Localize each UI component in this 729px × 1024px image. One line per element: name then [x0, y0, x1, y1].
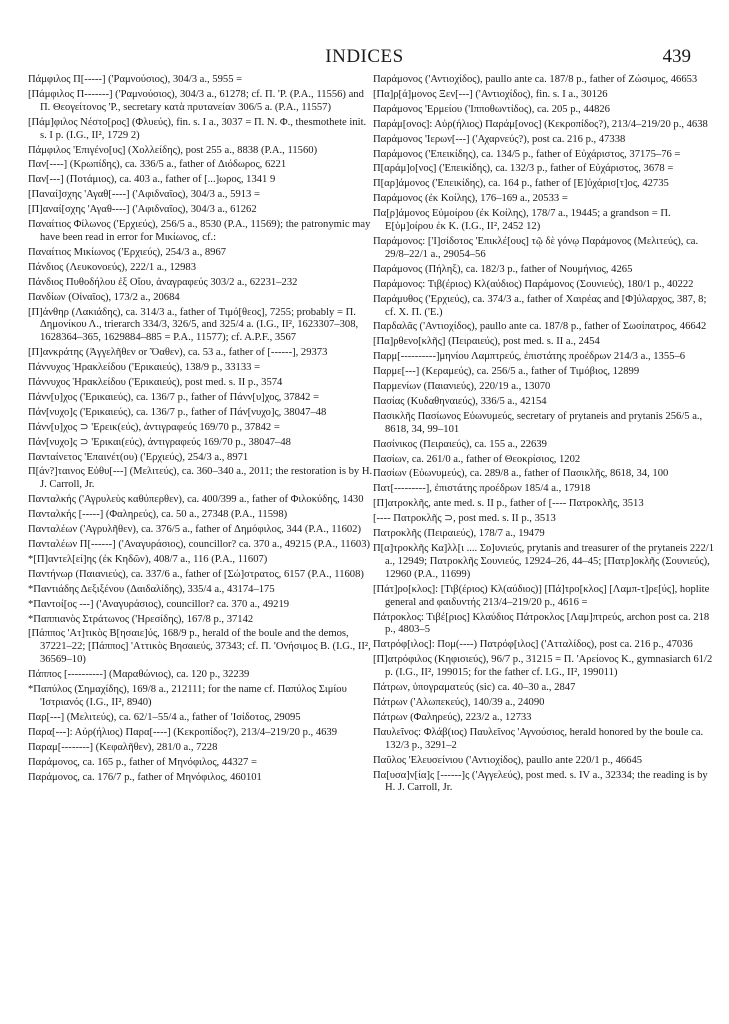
index-entry: Πασίας (Κυδαθηναιεύς), 336/5 a., 42154 [373, 395, 547, 407]
index-entry: Παῦλος 'Ελευσείνιου ('Αντιοχίδος), paullo ante 220/1 p., 46645 [373, 754, 643, 766]
index-entry: Πασίων (Εὐωνυμεύς), ca. 289/8 a., father of Πασικλῆς, 8618, 34, 100 [373, 468, 669, 480]
index-entry: [Π]ατρόφιλος (Κηφισιεύς), 96/7 p., 31215 = Π. 'Αρείονος Κ., gymnasiarch 61/2 p. (I.G., II², 199015; for the father cf. I.G., II², 199011) [373, 654, 713, 679]
index-entry: Πάνδιος Πυθοδήλου ἐξ Οἴου, ἀναγραφεύς 303/2 a., 62231–232 [28, 276, 298, 288]
index-entry: Παρμε[---] (Κεραμεύς), ca. 256/5 a., father of Τιμόβιος, 12899 [373, 366, 640, 378]
index-entry: Παράμονος (Πήληξ), ca. 182/3 p., father of Νουμήνιος, 4265 [373, 263, 633, 275]
index-entry: Πάννυχος Ἡρακλείδου ('Ερικαιεύς), 138/9 p., 33133 = [28, 362, 261, 374]
index-entry: Πάν[νυχο]ς ('Ερικαιεύς), ca. 136/7 p., father of Πάν[νυχο]ς, 38047–48 [28, 406, 327, 418]
index-entry: [Παναί]σχης 'Αγαθ[----] ('Αφιδναῖος), 304/3 a., 5913 = [28, 189, 260, 201]
index-entry: Παράμυθος ('Ερχιεύς), ca. 374/3 a., father of Χαιρέας and [Φ]ύλαρχος, 387, 8; cf. Χ. Π. ('Ε.) [373, 293, 707, 318]
index-entry: [Π]αναί[σχης 'Αγαθ----] ('Αφιδναῖος), 304/3 a., 61262 [28, 204, 257, 216]
index-entry: Πα[ρ]άμονος Εὐμοίρου (ἐκ Κοίλης), 178/7 a., 19445; a grandson = Π. Ε[ὐμ]οίρου ἐκ Κ. (I.G., II², 2452 12) [373, 208, 671, 233]
index-entry: Παραμ[--------] (Κεφαλῆθεν), 281/0 a., 7228 [28, 741, 218, 753]
index-entry: Πασίνικος (Πειραιεύς), ca. 155 a., 22639 [373, 438, 547, 450]
index-entry: *Παντιάδης Δεξιξένου (Δαιδαλίδης), 335/4 a., 43174–175 [28, 583, 275, 595]
index-entry: Πανδίων (Οἰναῖος), 173/2 a., 20684 [28, 291, 180, 303]
index-entry: Πανταίνετος 'Επαινέτ(ου) ('Ερχιεύς), 254/3 a., 8971 [28, 451, 249, 463]
index-entry: Παρα[---]: Αὐρ(ήλιος) Παρα[----] (Κεκροπίδος?), 213/4–219/20 p., 4639 [28, 726, 338, 738]
index-entry: Πασικλῆς Πασίωνος Εὐωνυμεύς, secretary of prytaneis and prytanis 256/5 a., 8618, 34, 99–101 [373, 410, 703, 435]
index-entry: Π[αρ]άμονος ('Επεικίδης), ca. 164 p., father of [Ε]ὐχάρισ[τ]ος, 42735 [373, 178, 669, 190]
index-entry: [Π]άνθηρ (Λακιάδης), ca. 314/3 a., father of Τιμό[θεος], 7255; probably = Π. Δημονίκου Λ., trierarch 334/3, 326/5, and 325/4 a. (I.G., II², 1623307–308, 1628364–365, 1629884–885 = P.A., 11577); cf. A.P.F., 3567 [28, 306, 359, 344]
left-column [28, 74, 373, 786]
index-entry: Παράμονος (ἐκ Κοίλης), 176–169 a., 20533 = [373, 193, 568, 205]
index-entry: Παράμονος ('Επεικίδης), ca. 134/5 p., father of Εὐχάριστος, 37175–76 = [373, 148, 681, 160]
index-entry: Πάννυχος Ἡρακλείδου ('Ερικαιεύς), post med. s. II p., 3574 [28, 377, 283, 389]
index-entry: Π[αράμ]ο[νος] ('Επεικίδης), ca. 132/3 p., father of Εὐχάριστος, 3678 = [373, 163, 674, 175]
index-entry: Π[α]τροκλῆς Κα]λλ[ι .... Σο]υνιεύς, prytanis and treasurer of the prytaneis 222/1 a., 12949; Πατροκλῆς Σουνιεύς, 12924–26, 44–45; [Πατρ]οκλῆς (Σουνιεύς), 12960 (P.A., 11699) [373, 543, 714, 580]
index-entry: Πάνν[υ]χος ('Ερικαιεύς), ca. 136/7 p., father of Πάνν[υ]χος, 37842 = [28, 391, 320, 403]
index-entry: [---- Πατροκλῆς ⊃, post med. s. II p., 3513 [373, 513, 556, 525]
index-entry: Πάτροκλος: Τιβέ[ριος] Κλαύδιος Πάτροκλος [Λαμ]πτρεύς, archon post ca. 218 p., 4803–5 [373, 611, 710, 636]
index-entry: Παυλεῖνος: Φλάβ(ιος) Παυλεῖνος 'Αγνούσιος, herald honored by the boule ca. 132/3 p., 3291–2 [373, 726, 704, 751]
index-entry: [Πα]ρ[ά]μονος Ξεν[---] ('Αντιοχίδος), fin. s. I a., 30126 [373, 88, 608, 100]
index-entry: Παράμονος, ca. 165 p., father of Μηνόφιλος, 44327 = [28, 756, 257, 768]
index-entry: Παν[----] (Κρωπίδης), ca. 336/5 a., father of Διόδωρος, 6221 [28, 159, 287, 171]
index-entry: Πάνν[υ]χος ⊃ 'Ερεικ(εύς), ἀντιγραφεύς 169/70 p., 37842 = [28, 421, 280, 433]
index-entry: Πανταλέων Π[------] ('Αναγυράσιος), councillor? ca. 370 a., 49215 (P.A., 11603) [28, 539, 371, 550]
index-entry: Πάτρων, ὑπογραματεύς (sic) ca. 40–30 a., 2847 [373, 682, 576, 694]
index-entry: Παναίτιος Μικίωνος ('Ερχιεύς), 254/3 a., 8967 [28, 246, 227, 258]
index-entry: Πατροκλῆς (Πειραιεύς), 178/7 a., 19479 [373, 528, 545, 540]
index-entry: Παράμονος: ['Ι]σίδοτος 'Επικλέ[ους] τῷ δὲ γόνῳ Παράμονος (Μελιτεύς), ca. 29/8–22/1 a., 29054–56 [373, 235, 699, 260]
index-entry: [Πάμφιλος Π-------] ('Ραμνούσιος), 304/3 a., 61278; cf. Π. 'Ρ. (P.A., 11556) and Π. Θεογείτονος 'Ρ., secretary κατὰ πρυτανείαν 306/5 a. (P.A., 11557) [28, 88, 364, 113]
page-title: INDICES [325, 46, 404, 67]
index-entry: Παναίτιος Φίλωνος ('Ερχιεύς), 256/5 a., 8530 (P.A., 11569); the patronymic may have been read in error for Μικίωνος, cf.: [28, 219, 371, 243]
index-entry: Παράμονος: Τιβ(έριος) Κλ(αύδιος) Παράμονος (Σουνιεύς), 180/1 p., 40222 [373, 278, 694, 290]
right-column [373, 74, 718, 797]
index-entry: [Π]ανκράτης (Ἀγγελῆθεν or Ὄαθεν), ca. 53 a., father of [------], 29373 [28, 347, 328, 359]
index-entry: Πανταλκής [-----] (Φαληρεύς), ca. 50 a., 27348 (P.A., 11598) [28, 509, 288, 521]
index-entry: Πα[υσα]ν[ία]ς [------]ς ('Αγγελεύς), post med. s. IV a., 32334; the reading is by H. J. Carroll, Jr. [373, 769, 708, 794]
running-head [0, 46, 729, 70]
index-entry: Πάτρων (Φαληρεύς), 223/2 a., 12733 [373, 711, 532, 723]
index-entry: Παρ[---] (Μελιτεύς), ca. 62/1–55/4 a., father of 'Ισίδοτος, 29095 [28, 711, 301, 723]
index-entry: *Παντοί[ος ---] ('Αναγυράσιος), councillor? ca. 370 a., 49219 [28, 598, 290, 610]
index-entry: Πάμφιλος Π[-----] ('Ραμνούσιος), 304/3 a., 5955 = [28, 74, 243, 85]
index-entry: Παράμονος 'Ιερων[---] ('Αχαρνεύς?), post ca. 216 p., 47338 [373, 133, 626, 145]
index-entry: Πασίων, ca. 261/0 a., father of Θεοκρίσιος, 1202 [373, 453, 581, 465]
index-entry: *Παππιανὸς Στράτωνος ('Ηρεσίδης), 167/8 p., 37142 [28, 613, 254, 625]
index-entry: Παράμονος ('Αντιοχίδος), paullo ante ca. 187/8 p., father of Ζώσιμος, 46653 [373, 74, 698, 85]
index-entry: Π[άν?]ταινος Εὐθυ[---] (Μελιτεύς), ca. 360–340 a., 2011; the restoration is by H. J. Carroll, Jr. [28, 466, 373, 491]
index-entry: Παράμονος 'Ερμείου ('Ιπποθωντίδος), ca. 205 p., 44826 [373, 103, 610, 115]
index-entry: Παντήνωρ (Παιανιεύς), ca. 337/6 a., father of [Σώ]στρατος, 6157 (P.A., 11608) [28, 568, 364, 580]
index-entry: Παράμονος, ca. 176/7 p., father of Μηνόφιλος, 460101 [28, 771, 262, 783]
index-entry: Παρδαλᾶς ('Αντιοχίδος), paullo ante ca. 187/8 p., father of Σωσίπατρος, 46642 [373, 321, 707, 333]
index-entry: *Παπύλος (Σημαχίδης), 169/8 a., 212111; for the name cf. Παπύλος Σιμίου 'Ιστριανός (I.G., II², 8940) [28, 684, 347, 708]
index-entry: [Πάτ]ρο[κλος]: [Τιβ(έριος) Κλ(αύδιος)] [Πά]τρο[κλος] [Λαμπ-τ]ρε[ύς], hoplite general and φαιδυντής 213/4–219/20 p., 4616 = [373, 583, 710, 608]
index-entry: Παν[---] (Ποτάμιος), ca. 403 a., father of [...]ωρος, 1341 9 [28, 174, 276, 186]
index-entry: Πατρόφ[ιλος]: Πομ(----) Πατρόφ[ιλος] ('Ατταλίδος), post ca. 216 p., 47036 [373, 639, 693, 651]
index-entry: [Πα]ρθενο[κλῆς] (Πειραιεύς), post med. s. II a., 2454 [373, 336, 600, 348]
index-entry: [Πάππος 'Ατ]τικὸς Β[ησαιε]ύς, 168/9 p., herald of the boule and the demos, 37221–22; [Πάππος] 'Αττικὸς Βησαιεύς, 37343; cf. Π. 'Ονήσιμος Β. (I.G., II², 36569–10) [28, 628, 371, 666]
index-entry: Πατ[---------], ἐπιστάτης προέδρων 185/4 a., 17918 [373, 483, 591, 495]
index-entry: Πανταλκής ('Αγρυλεὺς καθύπερθεν), ca. 400/399 a., father of Φιλοκύδης, 1430 [28, 494, 364, 506]
page-number: 439 [662, 46, 691, 67]
index-entry: [Π]ατροκλῆς, ante med. s. II p., father of [---- Πατροκλῆς, 3513 [373, 498, 644, 510]
index-entry: Πάνδιος (Λευκονοεύς), 222/1 a., 12983 [28, 261, 196, 273]
index-entry: Πάππος [----------] (Μαραθώνιος), ca. 120 p., 32239 [28, 669, 250, 681]
index-entry: Πάμφιλος 'Επιγένο[υς] (Χολλείδης), post 255 a., 8838 (P.A., 11560) [28, 144, 318, 156]
index-entry: [Πάμ]φιλος Νέστο[ρος] (Φλυεύς), fin. s. I a., 3037 = Π. Ν. Φ., thesmothete init. s. I p. (I.G., II², 1729 2) [28, 116, 367, 141]
index-entry: Πανταλέων ('Αγρυλῆθεν), ca. 376/5 a., father of Δημόφιλος, 344 (P.A., 11602) [28, 524, 361, 536]
index-entry: Παρμ[----------]μηνίου Λαμπτρεύς, ἐπιστάτης προέδρων 214/3 a., 1355–6 [373, 351, 686, 363]
index-entry: Πάτρων ('Αλωπεκεύς), 140/39 a., 24090 [373, 696, 545, 708]
index-entry: Παρμενίων (Παιανιεύς), 220/19 a., 13070 [373, 381, 551, 393]
index-entry: *[Π]αντελ[εί]ης (ἐκ Κηδῶν), 408/7 a., 116 (P.A., 11607) [28, 553, 268, 565]
index-entry: Παράμ[ονος]: Αὐρ(ήλιος) Παράμ[ονος] (Κεκροπίδος?), 213/4–219/20 p., 4638 [373, 118, 708, 130]
index-entry: Πάν[νυχο]ς ⊃ 'Ερικαι(εύς), ἀντιγραφεύς 169/70 p., 38047–48 [28, 436, 291, 448]
